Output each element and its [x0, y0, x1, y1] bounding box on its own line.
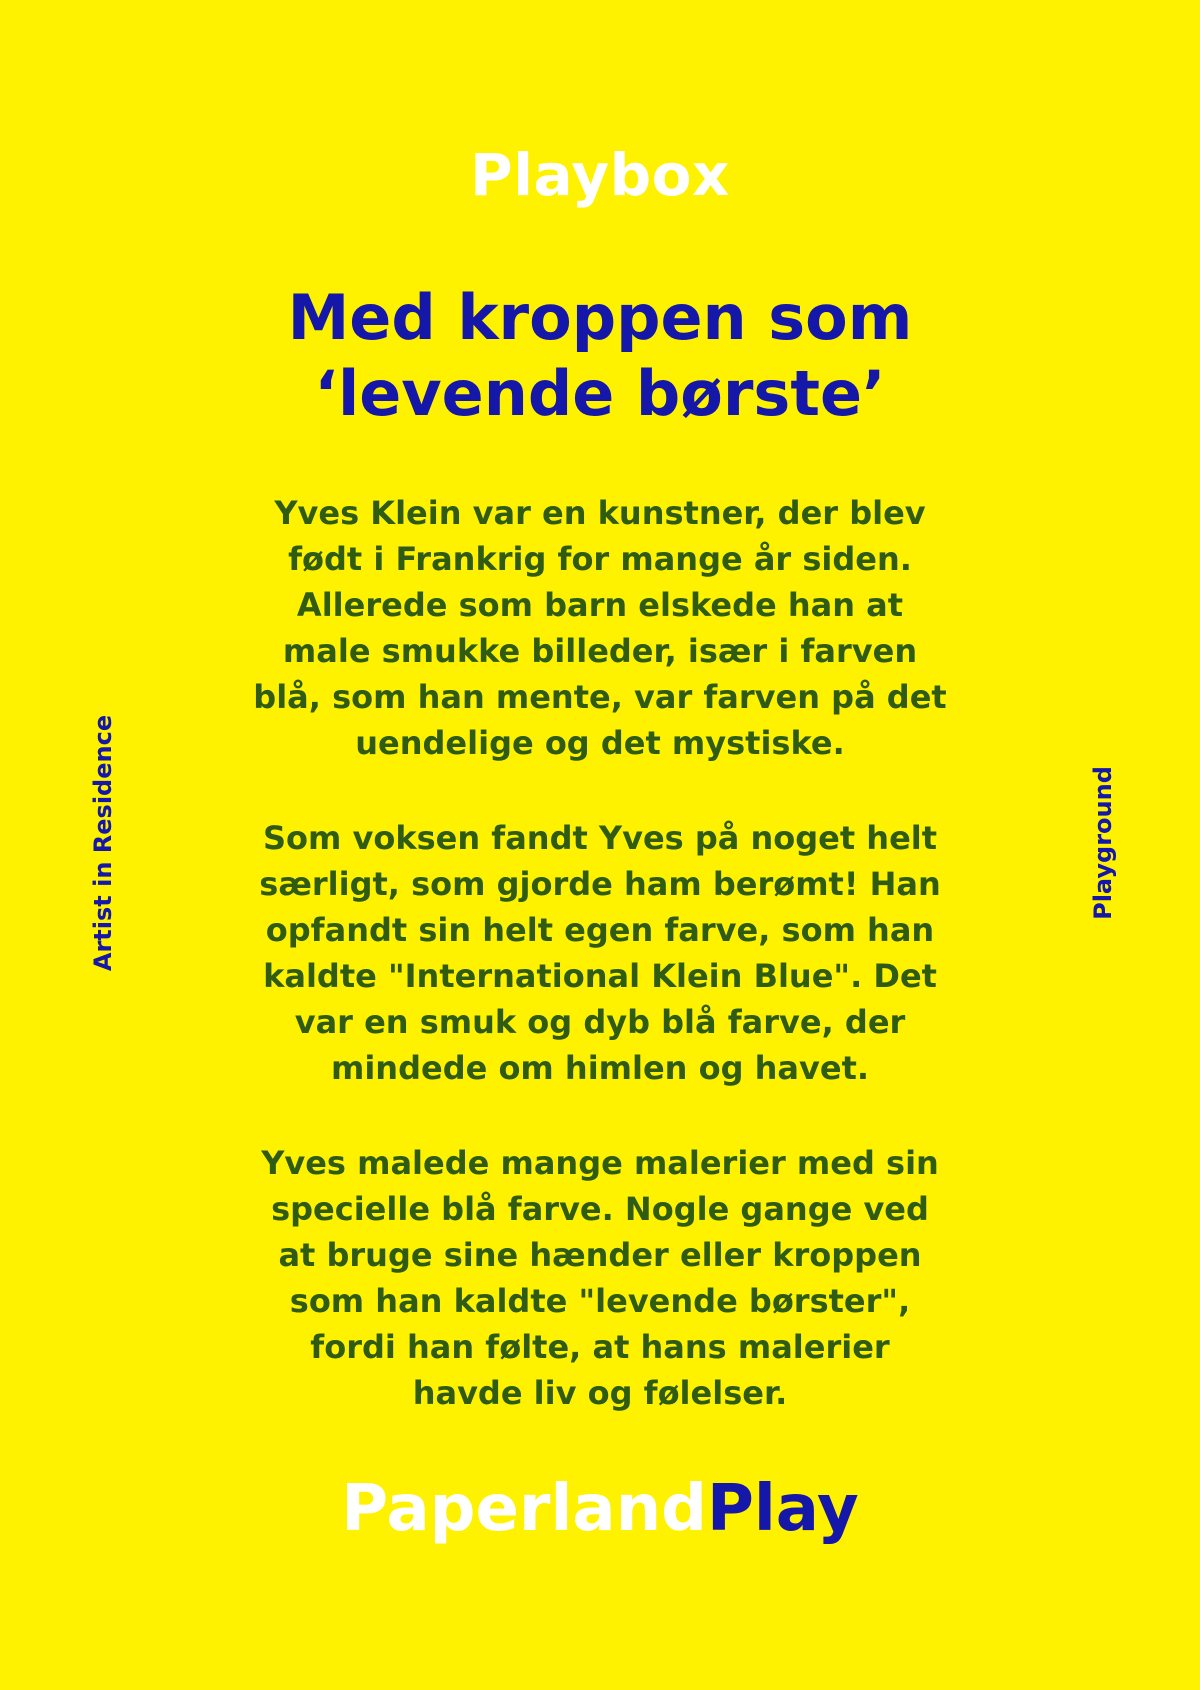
body-paragraph-1	[240, 490, 960, 766]
paragraph-line: var en smuk og dyb blå farve, der	[294, 1003, 906, 1041]
paragraph-line: Yves malede mange malerier med sin	[261, 1144, 939, 1182]
body-paragraph-2	[240, 815, 960, 1091]
paragraph-line: havde liv og følelser.	[412, 1374, 788, 1412]
brand-logo	[0, 1470, 1200, 1548]
paragraph-line: blå, som han mente, var farven på det	[253, 678, 947, 716]
paragraph-line: Allerede som barn elskede han at	[296, 586, 904, 624]
paragraph-line: født i Frankrig for mange år siden.	[288, 540, 912, 578]
paragraph-line: uendelige og det mystiske.	[355, 724, 845, 762]
paragraph-line: særligt, som gjorde ham berømt! Han	[259, 865, 941, 903]
title-line: ‘levende børste’	[314, 357, 886, 430]
paragraph-line: opfandt sin helt egen farve, som han	[265, 911, 935, 949]
paragraph-line: mindede om himlen og havet.	[330, 1049, 870, 1087]
logo-part-paperland: Paperland	[341, 1472, 707, 1546]
paragraph-line: som han kaldte "levende børster",	[289, 1282, 911, 1320]
logo-part-play: Play	[706, 1472, 859, 1546]
side-label-right-text: Playground	[1089, 766, 1117, 920]
body-paragraph-3	[240, 1140, 960, 1416]
paragraph-line: male smukke billeder, især i farven	[282, 632, 918, 670]
paragraph-line: at bruge sine hænder eller kroppen	[278, 1236, 922, 1274]
paragraph-line: fordi han følte, at hans malerier	[310, 1328, 890, 1366]
paragraph-line: Yves Klein var en kunstner, der blev	[274, 494, 926, 532]
page-title	[150, 280, 1050, 432]
kicker-heading: Playbox	[470, 141, 730, 209]
paragraph-line: Som voksen fandt Yves på noget helt	[262, 819, 938, 857]
title-line: Med kroppen som	[287, 281, 913, 354]
paragraph-line: kaldte "International Klein Blue". Det	[263, 957, 937, 995]
side-label-left-text: Artist in Residence	[89, 714, 117, 972]
paragraph-line: specielle blå farve. Nogle gange ved	[271, 1190, 929, 1228]
